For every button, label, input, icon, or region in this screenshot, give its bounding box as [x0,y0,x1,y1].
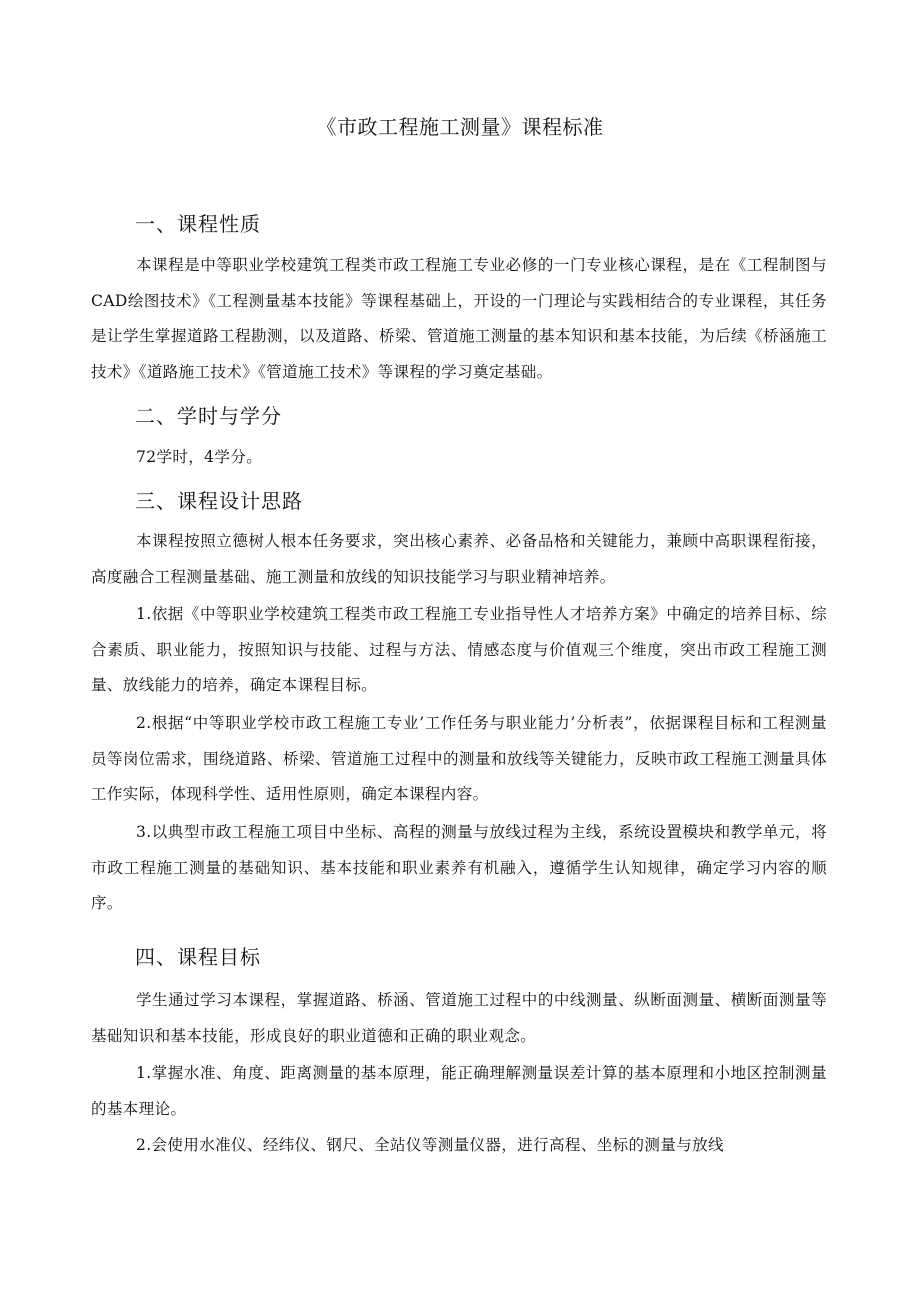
section-heading-objectives: 四、课程目标 [135,945,261,969]
section-heading-hours-credits: 二、学时与学分 [135,404,282,428]
paragraph-design-point-1: 1.依据《中等职业学校建筑工程类市政工程施工专业指导性人才培养方案》中确定的培养目标、综合素质、职业能力，按照知识与技能、过程与方法、情感态度与价值观三个维度，突出市政工程施工测量、放线能力的培养，确定本课程目标。 [91,605,827,694]
paragraph-objective-2: 2.会使用水准仪、经纬仪、钢尺、全站仪等测量仪器，进行高程、坐标的测量与放线 [135,1136,724,1154]
paragraph-design-point-2: 2.根据“中等职业学校市政工程施工专业’工作任务与职业能力’分析表”，依据课程目标和工程测量员等岗位需求，围绕道路、桥梁、管道施工过程中的测量和放线等关键能力，反映市政工程施工测量具体工作实际，体现科学性、适用性原则，确定本课程内容。 [91,714,827,803]
paragraph-hours-credits: 72学时，4学分。 [135,448,263,466]
paragraph-design-point-3: 3.以典型市政工程施工项目中坐标、高程的测量与放线过程为主线，系统设置模块和教学单元，将市政工程施工测量的基础知识、基本技能和职业素养有机融入，遵循学生认知规律，确定学习内容的顺序。 [91,823,827,912]
paragraph-objective-1: 1.掌握水准、角度、距离测量的基本原理，能正确理解测量误差计算的基本原理和小地区控制测量的基本理论。 [91,1064,827,1118]
section-heading-nature: 一、课程性质 [135,212,261,236]
paragraph-objectives-intro: 学生通过学习本课程，掌握道路、桥涵、管道施工过程中的中线测量、纵断面测量、横断面测量等基础知识和基本技能，形成良好的职业道德和正确的职业观念。 [91,991,827,1045]
section-heading-design-idea: 三、课程设计思路 [135,489,303,513]
paragraph-design-intro: 本课程按照立德树人根本任务要求，突出核心素养、必备品格和关键能力，兼顾中高职课程衔接，高度融合工程测量基础、施工测量和放线的知识技能学习与职业精神培养。 [91,532,827,586]
paragraph-course-nature: 本课程是中等职业学校建筑工程类市政工程施工专业必修的一门专业核心课程，是在《工程制图与CAD绘图技术》《工程测量基本技能》等课程基础上，开设的一门理论与实践相结合的专业课程，其任务是让学生掌握道路工程勘测，以及道路、桥梁、管道施工测量的基本知识和基本技能，为后续《桥涵施工技术》《道路施工技术》《管道施工技术》等课程的学习奠定基础。 [91,256,827,381]
document-title: 《市政工程施工测量》课程标准 [316,115,604,139]
